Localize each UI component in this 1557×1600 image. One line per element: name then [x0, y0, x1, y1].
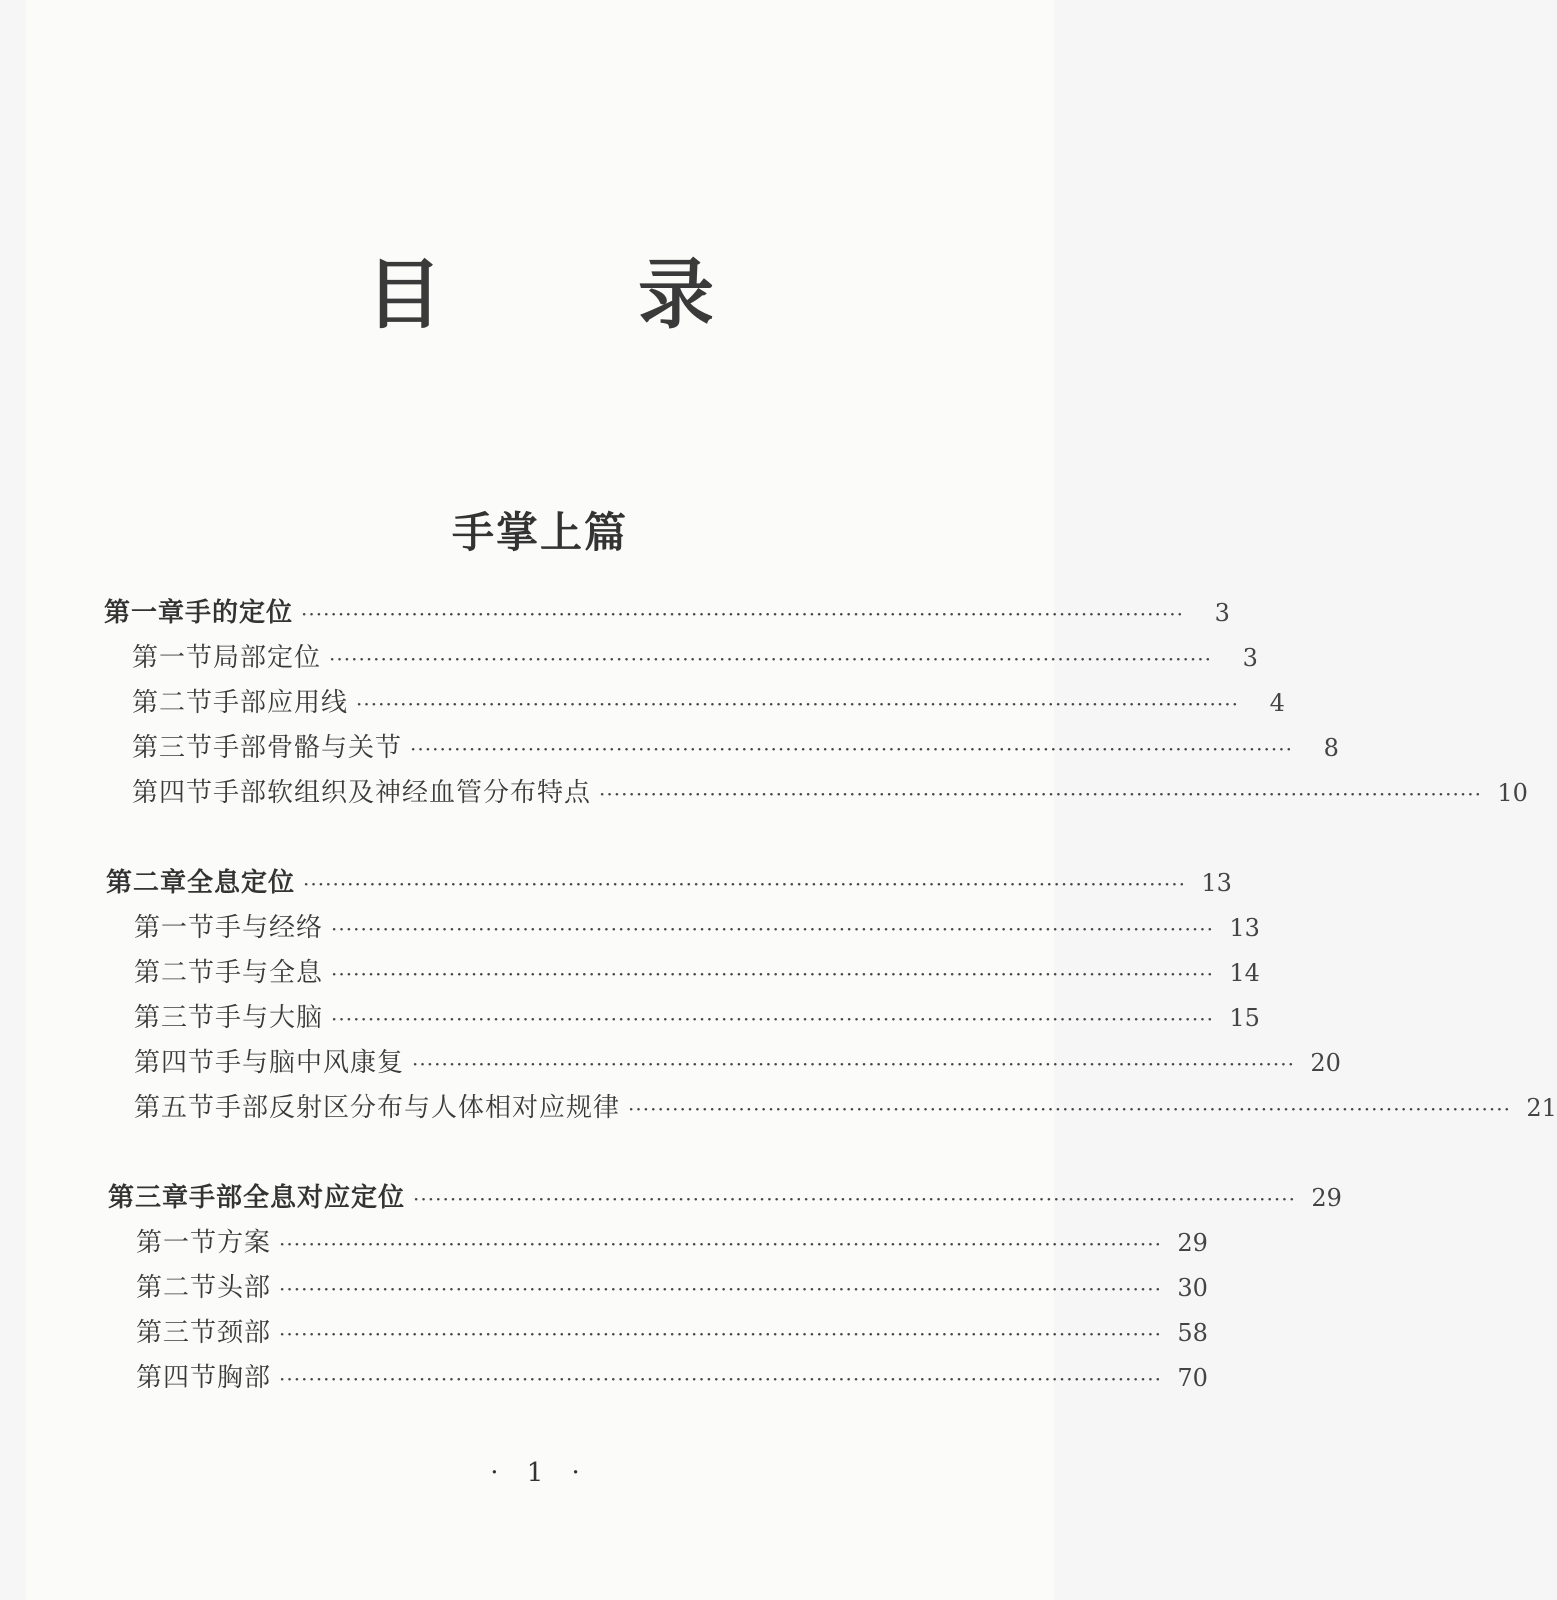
- section-title: 局部定位: [213, 643, 322, 673]
- page-number: 10: [1497, 779, 1528, 807]
- page-number: 3: [1214, 599, 1230, 627]
- section-title: 手与全息: [215, 958, 324, 988]
- dot-leader: ························································································································: [279, 1367, 1162, 1391]
- toc-section[interactable]: [134, 1001, 1260, 1035]
- toc-section[interactable]: [136, 1226, 1208, 1260]
- section-label: 第三节: [136, 1318, 218, 1348]
- toc-section[interactable]: [134, 1091, 1557, 1125]
- section-label: 第二节: [136, 1273, 218, 1303]
- section-label: 第一节: [134, 913, 216, 943]
- page-number: 30: [1177, 1274, 1208, 1302]
- chapter-title: 手的定位: [185, 598, 294, 628]
- dot-leader: ························································································································: [329, 647, 1212, 671]
- page-number: 29: [1177, 1229, 1208, 1257]
- page-number: 14: [1229, 959, 1260, 987]
- toc-section[interactable]: [132, 731, 1339, 765]
- section-label: 第四节: [132, 778, 214, 808]
- dot-leader: ························································································································: [599, 782, 1482, 806]
- section-title: 手与大脑: [215, 1003, 324, 1033]
- dot-leader: ························································································································: [331, 962, 1214, 986]
- chapter-title: 手部全息对应定位: [189, 1183, 406, 1213]
- toc-section[interactable]: [132, 641, 1258, 675]
- section-label: 第二节: [134, 958, 216, 988]
- toc-section[interactable]: [132, 686, 1285, 720]
- toc-section[interactable]: [134, 1046, 1341, 1080]
- page-number: 20: [1310, 1049, 1341, 1077]
- section-title: 手部反射区分布与人体相对应规律: [215, 1093, 621, 1123]
- chapter-label: 第一章: [104, 598, 186, 628]
- page-number: 13: [1201, 869, 1232, 897]
- dot-leader: ························································································································: [279, 1322, 1162, 1346]
- section-label: 第二节: [132, 688, 214, 718]
- dot-leader: ························································································································: [410, 737, 1293, 761]
- section-label: 第四节: [136, 1363, 218, 1393]
- toc-chapter-2[interactable]: [106, 866, 1232, 900]
- section-title: 手部软组织及神经血管分布特点: [213, 778, 592, 808]
- section-title: 手部应用线: [213, 688, 349, 718]
- dot-leader: ························································································································: [413, 1187, 1296, 1211]
- chapter-label: 第三章: [108, 1183, 190, 1213]
- dot-leader: ························································································································: [279, 1277, 1162, 1301]
- dot-leader: ························································································································: [303, 872, 1186, 896]
- page-number: 15: [1229, 1004, 1260, 1032]
- page-number: 70: [1177, 1364, 1208, 1392]
- page-number: 4: [1269, 689, 1285, 717]
- section-title: 手与经络: [215, 913, 324, 943]
- section-title: 颈部: [217, 1318, 272, 1348]
- section-label: 第一节: [136, 1228, 218, 1258]
- section-title: 头部: [217, 1273, 272, 1303]
- toc-chapter-1[interactable]: [104, 596, 1230, 630]
- page-number: 13: [1229, 914, 1260, 942]
- section-title: 方案: [217, 1228, 272, 1258]
- section-label: 第三节: [132, 733, 214, 763]
- page-number: 58: [1177, 1319, 1208, 1347]
- page-number: 21: [1526, 1094, 1557, 1122]
- toc-section[interactable]: [136, 1271, 1208, 1305]
- section-title: 手与脑中风康复: [215, 1048, 405, 1078]
- section-title: 胸部: [217, 1363, 272, 1393]
- dot-leader: ························································································································: [628, 1097, 1511, 1121]
- dot-leader: ························································································································: [356, 692, 1239, 716]
- page-number: 8: [1323, 734, 1339, 762]
- toc-section[interactable]: [136, 1316, 1208, 1350]
- toc-section[interactable]: [134, 956, 1260, 990]
- chapter-label: 第二章: [106, 868, 188, 898]
- section-label: 第四节: [134, 1048, 216, 1078]
- section-title: 手部骨骼与关节: [213, 733, 403, 763]
- toc-section[interactable]: [134, 911, 1260, 945]
- page-footer-number: · 1 ·: [490, 1458, 590, 1488]
- dot-leader: ························································································································: [331, 917, 1214, 941]
- toc-chapter-3[interactable]: [108, 1181, 1342, 1215]
- toc-section[interactable]: [136, 1361, 1208, 1395]
- dot-leader: ························································································································: [331, 1007, 1214, 1031]
- page-title: 目 录: [366, 250, 774, 339]
- page-number: 29: [1311, 1184, 1342, 1212]
- section-label: 第三节: [134, 1003, 216, 1033]
- toc-section[interactable]: [132, 776, 1528, 810]
- dot-leader: ························································································································: [412, 1052, 1295, 1076]
- section-label: 第五节: [134, 1093, 216, 1123]
- dot-leader: ························································································································: [279, 1232, 1162, 1256]
- dot-leader: ························································································································: [301, 602, 1184, 626]
- page-number: 3: [1242, 644, 1258, 672]
- chapter-title: 全息定位: [187, 868, 296, 898]
- part-title: 手掌上篇: [451, 508, 628, 557]
- section-label: 第一节: [132, 643, 214, 673]
